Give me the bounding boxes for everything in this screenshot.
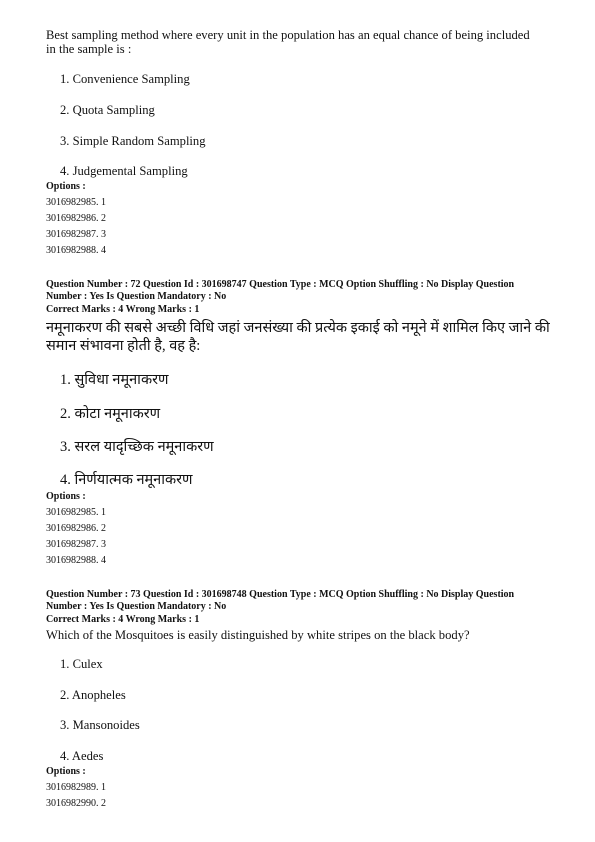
question-73-option-3: 3. Mansonoides	[60, 718, 140, 732]
question-73-option-4: 4. Aedes	[60, 749, 104, 763]
question-73-meta-line-1: Question Number : 73 Question Id : 301698748 Question Type : MCQ Option Shuffling : No Display Question	[46, 589, 515, 600]
question-72-option-code-4: 3016982988. 4	[46, 555, 106, 566]
question-71-option-code-3: 3016982987. 3	[46, 229, 106, 240]
question-72-option-code-2: 3016982986. 2	[46, 523, 106, 534]
question-72-option-1: 1. सुविधा नमूनाकरण	[60, 372, 169, 388]
question-71-option-code-1: 3016982985. 1	[46, 197, 106, 208]
question-72-option-2: 2. कोटा नमूनाकरण	[60, 406, 161, 422]
question-73-option-code-1: 3016982989. 1	[46, 782, 106, 793]
question-72-meta-line-2: Number : Yes Is Question Mandatory : No	[46, 291, 227, 302]
question-72-text-line-2: समान संभावना होती है, वह है:	[46, 338, 201, 354]
question-73-option-2: 2. Anopheles	[60, 688, 126, 702]
question-71-option-4: 4. Judgemental Sampling	[60, 164, 188, 178]
question-72-option-4: 4. निर्णयात्मक नमूनाकरण	[60, 472, 193, 488]
question-73-option-1: 1. Culex	[60, 657, 103, 671]
question-71-options-label: Options :	[46, 181, 86, 192]
question-72-text-line-1: नमूनाकरण की सबसे अच्छी विधि जहां जनसंख्या की प्रत्येक इकाई को नमूने में शामिल किए जाने की	[46, 320, 550, 336]
question-71-option-1: 1. Convenience Sampling	[60, 72, 190, 86]
question-73-marks: Correct Marks : 4 Wrong Marks : 1	[46, 614, 200, 625]
question-71-option-code-2: 3016982986. 2	[46, 213, 106, 224]
question-73-options-label: Options :	[46, 766, 86, 777]
question-72-option-code-1: 3016982985. 1	[46, 507, 106, 518]
question-73-meta-line-2: Number : Yes Is Question Mandatory : No	[46, 601, 227, 612]
question-71-text-line-1: Best sampling method where every unit in the population has an equal chance of being included	[46, 28, 530, 42]
question-71-option-2: 2. Quota Sampling	[60, 103, 155, 117]
question-72-option-code-3: 3016982987. 3	[46, 539, 106, 550]
question-73-text-line-1: Which of the Mosquitoes is easily distinguished by white stripes on the black body?	[46, 628, 470, 642]
question-72-marks: Correct Marks : 4 Wrong Marks : 1	[46, 304, 200, 315]
question-72-meta-line-1: Question Number : 72 Question Id : 301698747 Question Type : MCQ Option Shuffling : No Display Question	[46, 279, 515, 290]
question-71-option-3: 3. Simple Random Sampling	[60, 134, 206, 148]
question-73-option-code-2: 3016982990. 2	[46, 798, 106, 809]
question-72-option-3: 3. सरल यादृच्छिक नमूनाकरण	[60, 439, 214, 455]
question-71-option-code-4: 3016982988. 4	[46, 245, 106, 256]
question-71-text-line-2: in the sample is :	[46, 42, 132, 56]
question-72-options-label: Options :	[46, 491, 86, 502]
